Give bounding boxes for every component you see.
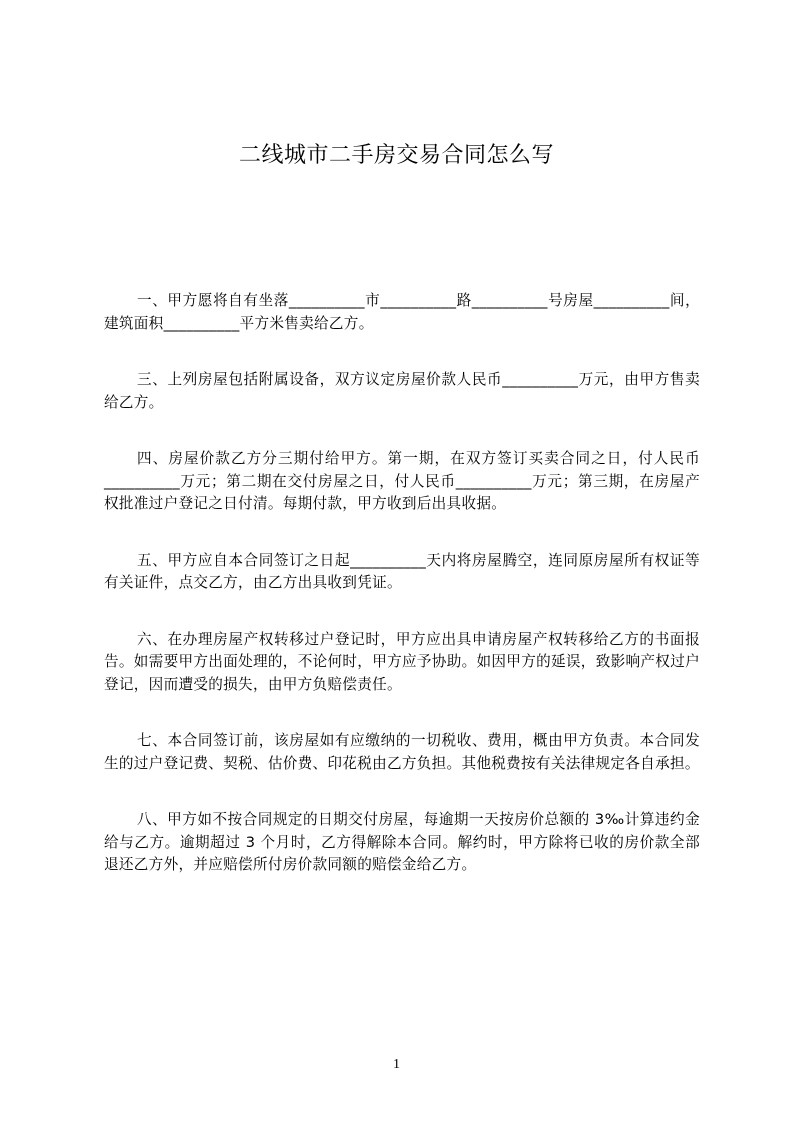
contract-body xyxy=(104,290,700,911)
clause-7-paragraph: 七、本合同签订前，该房屋如有应缴纳的一切税收、费用，概由甲方负责。本合同发生的过户登记费、契税、估价费、印花税由乙方负担。其他税费按有关法律规定各自承担。 xyxy=(104,732,700,772)
clause-1-paragraph: 一、甲方愿将自有坐落__________市__________路__________号房屋__________间，建筑面积__________平方米售卖给乙方。 xyxy=(104,292,700,332)
clause-6-paragraph: 六、在办理房屋产权转移过户登记时，甲方应出具申请房屋产权转移给乙方的书面报告。如需要甲方出面处理的，不论何时，甲方应予协助。如因甲方的延误，致影响产权过户登记，因而遭受的损失，由甲方负赔偿责任。 xyxy=(104,630,700,693)
clause-8-paragraph: 八、甲方如不按合同规定的日期交付房屋，每逾期一天按房价总额的 3‰计算违约金给与乙方。逾期超过 3 个月时，乙方得解除本合同。解约时，甲方除将已收的房价款全部退还乙方外，并应赔偿所付房价款同额的赔偿金给乙方。 xyxy=(104,811,700,873)
clause-3-paragraph: 三、上列房屋包括附属设备，双方议定房屋价款人民币__________万元，由甲方售卖给乙方。 xyxy=(104,371,700,411)
page-number: 1 xyxy=(393,1057,400,1072)
document-title: 二线城市二手房交易合同怎么写 xyxy=(238,143,554,168)
clause-4-paragraph: 四、房屋价款乙方分三期付给甲方。第一期，在双方签订买卖合同之日，付人民币__________万元；第二期在交付房屋之日，付人民币__________万元；第三期，在房屋产权批准过户登记之日付清。每期付款，甲方收到后出具收据。 xyxy=(104,450,700,512)
clause-5-paragraph: 五、甲方应自本合同签订之日起__________天内将房屋腾空，连同原房屋所有权证等有关证件，点交乙方，由乙方出具收到凭证。 xyxy=(104,551,700,591)
